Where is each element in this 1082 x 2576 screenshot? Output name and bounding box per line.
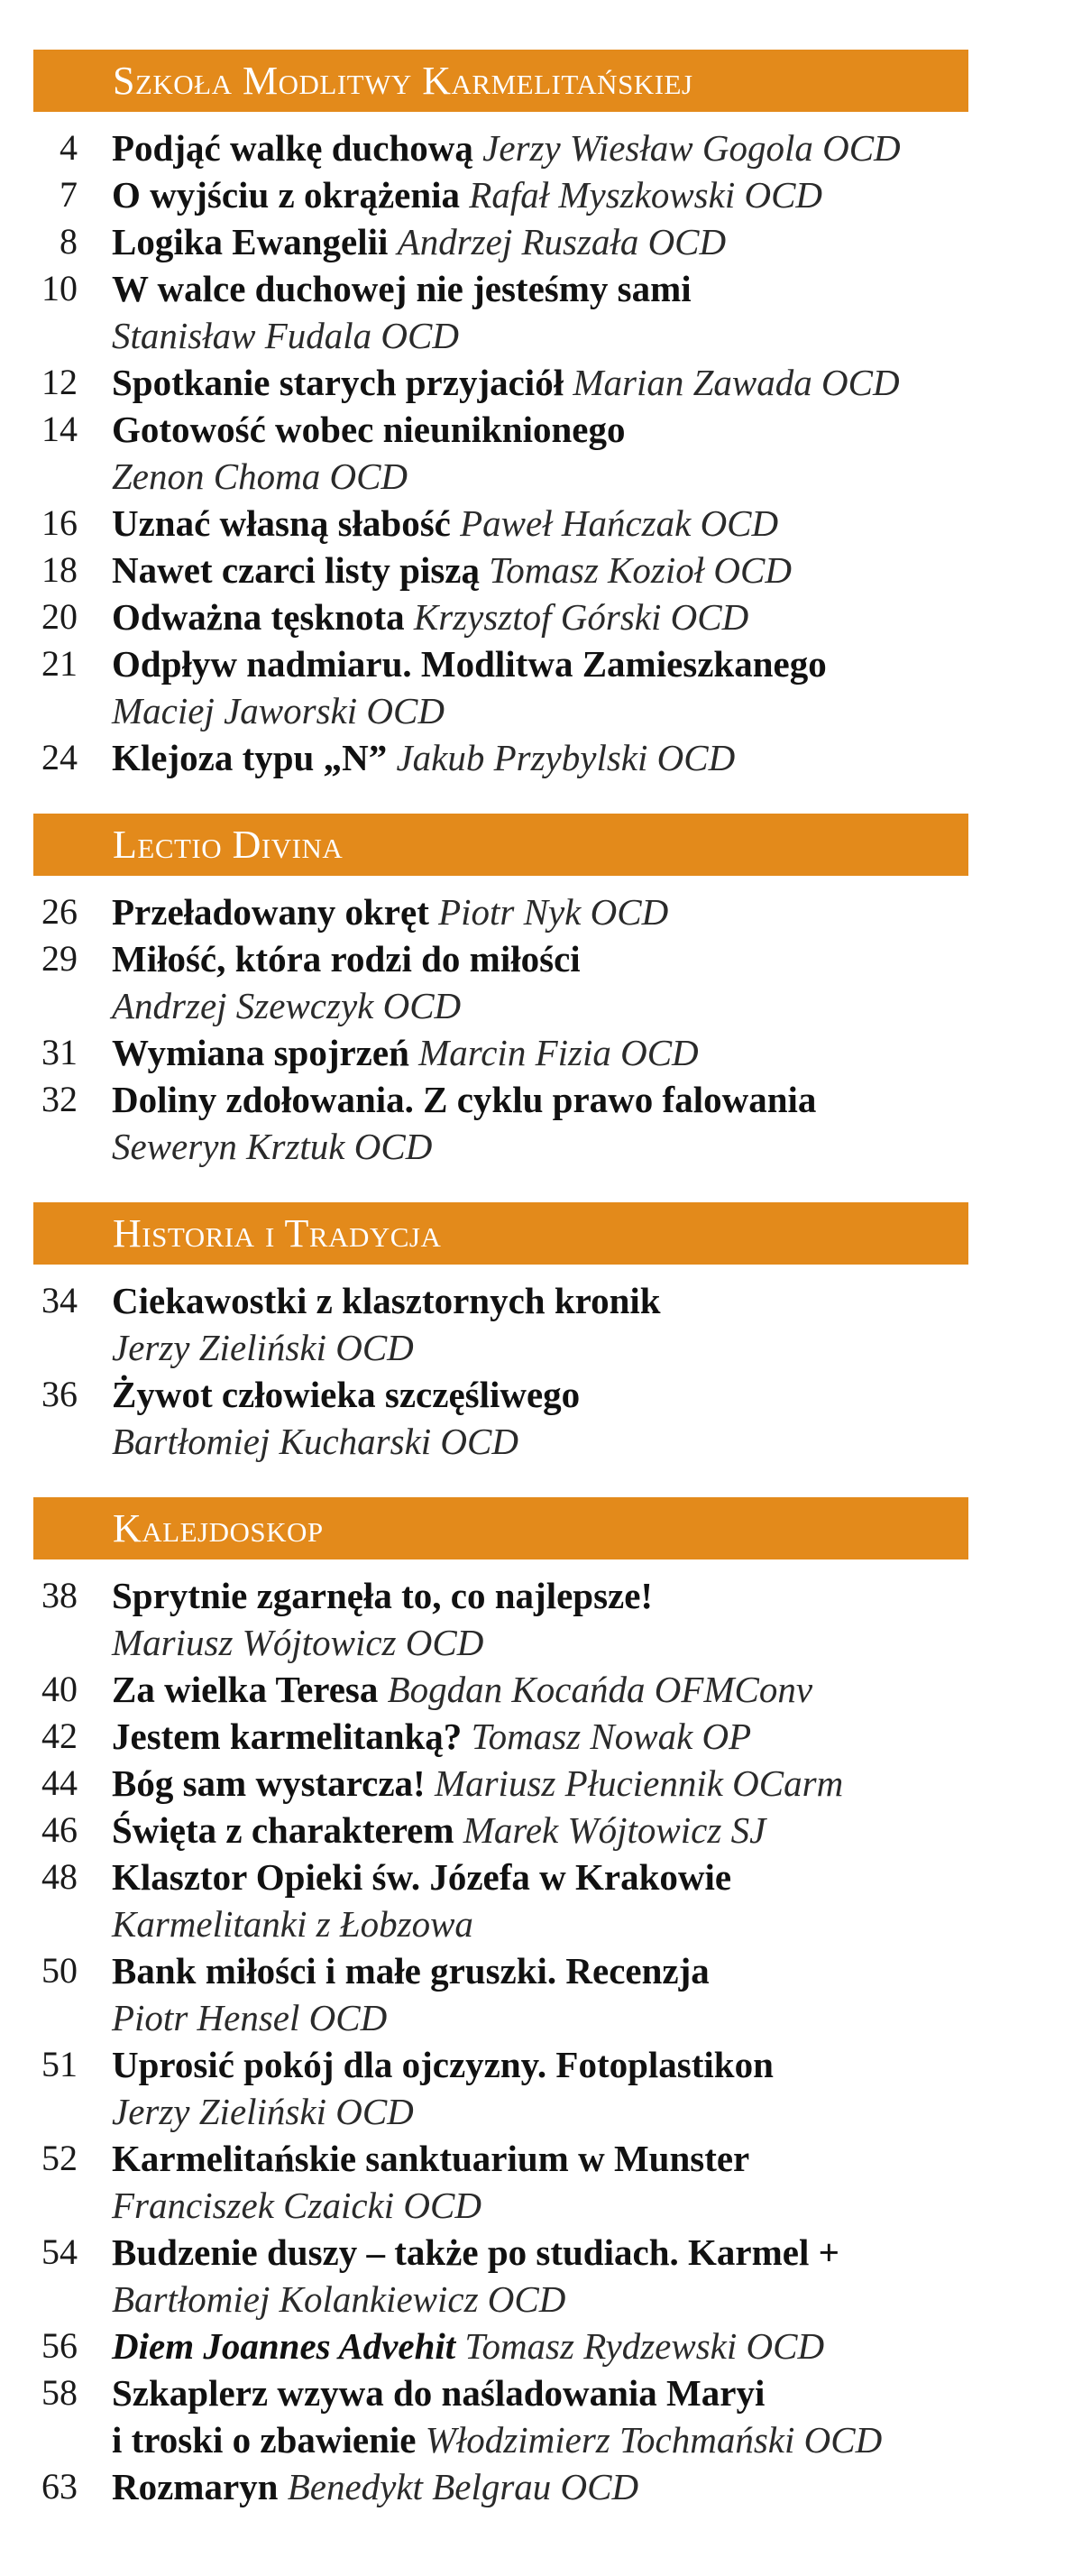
article-author: Zenon Choma OCD: [112, 455, 408, 497]
toc-entry[interactable]: [0, 124, 1082, 171]
toc-entry[interactable]: [0, 265, 1082, 359]
article-author: Mariusz Wójtowicz OCD: [112, 1622, 484, 1663]
toc-entry[interactable]: [0, 359, 1082, 406]
toc-entry[interactable]: [0, 640, 1082, 734]
article-author: Bartłomiej Kucharski OCD: [112, 1421, 518, 1462]
article-title: Odważna tęsknota: [112, 596, 405, 638]
entry-text: [112, 1807, 1050, 1854]
article-author: Maciej Jaworski OCD: [112, 690, 445, 731]
entry-text: [112, 218, 1050, 265]
toc-entry[interactable]: [0, 1666, 1082, 1713]
page-number: 56: [41, 2325, 78, 2366]
article-author: Tomasz Kozioł OCD: [489, 549, 792, 591]
toc-section: [0, 50, 1082, 781]
article-author: Stanisław Fudala OCD: [112, 315, 459, 356]
article-title: Rozmaryn: [112, 2466, 279, 2507]
article-author: Tomasz Rydzewski OCD: [464, 2325, 825, 2367]
toc-entry[interactable]: [0, 1713, 1082, 1760]
article-title: Uznać własną słabość: [112, 502, 451, 544]
entry-text: [112, 500, 1050, 547]
article-title: Klasztor Opieki św. Józefa w Krakowie: [112, 1856, 732, 1898]
entry-text: [112, 359, 1050, 406]
entry-text: [112, 1371, 1050, 1465]
toc-entry[interactable]: [0, 1572, 1082, 1666]
page-number: 52: [41, 2138, 78, 2178]
page-number: 38: [41, 1575, 78, 1615]
article-title: Podjąć walkę duchową: [112, 127, 473, 169]
article-author: Andrzej Ruszała OCD: [397, 221, 727, 262]
toc-section: [0, 814, 1082, 1170]
section-header: Kalejdoskop: [33, 1497, 968, 1559]
article-title: Ciekawostki z klasztornych kronik: [112, 1280, 661, 1321]
article-title: Szkaplerz wzywa do naśladowania Maryi: [112, 2372, 766, 2414]
page-number: 14: [41, 409, 78, 449]
toc-entry[interactable]: [0, 547, 1082, 593]
entry-text: [112, 265, 1050, 359]
table-of-contents: [0, 50, 1082, 2543]
article-author: Krzysztof Górski OCD: [413, 596, 749, 638]
article-author: Tomasz Nowak OP: [471, 1716, 752, 1757]
article-author: Jerzy Zieliński OCD: [112, 1327, 414, 1368]
page-number: 44: [41, 1762, 78, 1803]
entry-text: [112, 124, 1050, 171]
entry-text: [112, 1029, 1050, 1076]
article-title: Święta z charakterem: [112, 1809, 454, 1851]
toc-entry[interactable]: [0, 2229, 1082, 2323]
section-header: Historia i Tradycja: [33, 1202, 968, 1265]
article-title: Klejoza typu „N”: [112, 737, 388, 778]
toc-entry[interactable]: [0, 500, 1082, 547]
entry-text: [112, 1666, 1050, 1713]
article-author: Karmelitanki z Łobzowa: [112, 1903, 473, 1945]
article-title: Doliny zdołowania. Z cyklu prawo falowania: [112, 1079, 817, 1120]
article-title: Wymiana spojrzeń: [112, 1032, 409, 1073]
toc-entry[interactable]: [0, 2041, 1082, 2135]
section-header: Lectio Divina: [33, 814, 968, 876]
page-number: 26: [41, 891, 78, 932]
toc-entry[interactable]: [0, 1807, 1082, 1854]
entry-text: [112, 547, 1050, 593]
toc-entry[interactable]: [0, 1277, 1082, 1371]
article-title: Spotkanie starych przyjaciół: [112, 362, 564, 403]
toc-entry[interactable]: [0, 406, 1082, 500]
article-author: Marian Zawada OCD: [573, 362, 900, 403]
toc-entry[interactable]: [0, 2463, 1082, 2510]
toc-entry[interactable]: [0, 1029, 1082, 1076]
page-number: 40: [41, 1669, 78, 1709]
article-title: Przeładowany okręt: [112, 891, 429, 933]
article-author: Benedykt Belgrau OCD: [287, 2466, 639, 2507]
article-author: Jakub Przybylski OCD: [396, 737, 736, 778]
article-title: Sprytnie zgarnęła to, co najlepsze!: [112, 1575, 654, 1616]
page-number: 46: [41, 1809, 78, 1850]
toc-entry[interactable]: [0, 218, 1082, 265]
toc-entry[interactable]: [0, 1947, 1082, 2041]
page-number: 8: [60, 221, 78, 262]
article-title: O wyjściu z okrążenia: [112, 174, 461, 216]
toc-section: [0, 1202, 1082, 1465]
article-author: Rafał Myszkowski OCD: [469, 174, 823, 216]
article-author: Jerzy Wiesław Gogola OCD: [482, 127, 901, 169]
page-number: 31: [41, 1032, 78, 1072]
page-number: 24: [41, 737, 78, 777]
article-author: Andrzej Szewczyk OCD: [112, 985, 462, 1026]
article-title: Żywot człowieka szczęśliwego: [112, 1374, 581, 1415]
entry-text: [112, 1277, 1050, 1371]
page-number: 10: [41, 268, 78, 308]
article-title: W walce duchowej nie jesteśmy sami: [112, 268, 692, 309]
toc-entry[interactable]: [0, 2369, 1082, 2463]
entry-text: [112, 1572, 1050, 1666]
page-number: 51: [41, 2044, 78, 2084]
page-number: 54: [41, 2231, 78, 2272]
entry-text: [112, 2135, 1050, 2229]
entry-text: [112, 734, 1050, 781]
entry-text: [112, 888, 1050, 935]
article-title: Nawet czarci listy piszą: [112, 549, 480, 591]
article-title: Logika Ewangelii: [112, 221, 389, 262]
article-author: Piotr Nyk OCD: [438, 891, 669, 933]
toc-entry[interactable]: [0, 2323, 1082, 2369]
article-author: Bartłomiej Kolankiewicz OCD: [112, 2278, 566, 2320]
page-number: 29: [41, 938, 78, 979]
page-number: 32: [41, 1079, 78, 1119]
article-title: Gotowość wobec nieuniknionego: [112, 409, 626, 450]
article-title: Diem Joannes Advehit: [112, 2325, 456, 2367]
page-number: 7: [60, 174, 78, 215]
page-number: 58: [41, 2372, 78, 2413]
article-author: Marcin Fizia OCD: [418, 1032, 699, 1073]
toc-entry[interactable]: [0, 1076, 1082, 1170]
page-number: 34: [41, 1280, 78, 1320]
article-title: Jestem karmelitanką?: [112, 1716, 463, 1757]
toc-entry[interactable]: [0, 1854, 1082, 1947]
page-number: 20: [41, 596, 78, 637]
toc-entry[interactable]: [0, 2135, 1082, 2229]
article-title: Miłość, która rodzi do miłości: [112, 938, 581, 980]
entry-text: [112, 640, 1050, 734]
toc-entry[interactable]: [0, 171, 1082, 218]
article-title: Karmelitańskie sanktuarium w Munster: [112, 2138, 750, 2179]
toc-entry[interactable]: [0, 935, 1082, 1029]
article-author: Franciszek Czaicki OCD: [112, 2185, 481, 2226]
entry-text: [112, 1713, 1050, 1760]
article-author: Piotr Hensel OCD: [112, 1997, 388, 2038]
entry-text: [112, 171, 1050, 218]
entry-text: [112, 2229, 1050, 2323]
article-author: Jerzy Zieliński OCD: [112, 2091, 414, 2132]
entry-text: [112, 1947, 1050, 2041]
article-title: Za wielka Teresa: [112, 1669, 379, 1710]
page-number: 4: [60, 127, 78, 168]
article-author: Włodzimierz Tochmański OCD: [425, 2419, 883, 2461]
toc-entry[interactable]: [0, 1760, 1082, 1807]
article-title: Odpływ nadmiaru. Modlitwa Zamieszkanego: [112, 643, 827, 685]
entry-text: [112, 2369, 1050, 2463]
toc-entry[interactable]: [0, 734, 1082, 781]
article-title-continued: i troski o zbawienie: [112, 2419, 417, 2461]
entry-text: [112, 1760, 1050, 1807]
page-number: 50: [41, 1950, 78, 1991]
article-author: Seweryn Krztuk OCD: [112, 1126, 433, 1167]
article-title: Budzenie duszy – także po studiach. Karmel +: [112, 2231, 839, 2273]
page-number: 36: [41, 1374, 78, 1414]
entry-text: [112, 593, 1050, 640]
article-author: Marek Wójtowicz SJ: [463, 1809, 766, 1851]
article-title: Bank miłości i małe gruszki. Recenzja: [112, 1950, 710, 1992]
page-number: 16: [41, 502, 78, 543]
toc-section: [0, 1497, 1082, 2510]
article-author: Mariusz Płuciennik OCarm: [434, 1762, 844, 1804]
section-header: Szkoła Modlitwy Karmelitańskiej: [33, 50, 968, 112]
page-number: 42: [41, 1716, 78, 1756]
page-number: 48: [41, 1856, 78, 1897]
entry-text: [112, 1076, 1050, 1170]
entry-text: [112, 2041, 1050, 2135]
entry-text: [112, 935, 1050, 1029]
page-number: 18: [41, 549, 78, 590]
page-number: 21: [41, 643, 78, 684]
entry-text: [112, 406, 1050, 500]
toc-entry[interactable]: [0, 888, 1082, 935]
article-author: Paweł Hańczak OCD: [460, 502, 779, 544]
toc-entry[interactable]: [0, 1371, 1082, 1465]
article-title: Bóg sam wystarcza!: [112, 1762, 426, 1804]
article-author: Bogdan Kocańda OFMConv: [387, 1669, 813, 1710]
page-number: 63: [41, 2466, 78, 2507]
article-title: Uprosić pokój dla ojczyzny. Fotoplastikon: [112, 2044, 774, 2085]
entry-text: [112, 1854, 1050, 1947]
page-number: 12: [41, 362, 78, 402]
entry-text: [112, 2323, 1050, 2369]
entry-text: [112, 2463, 1050, 2510]
toc-entry[interactable]: [0, 593, 1082, 640]
